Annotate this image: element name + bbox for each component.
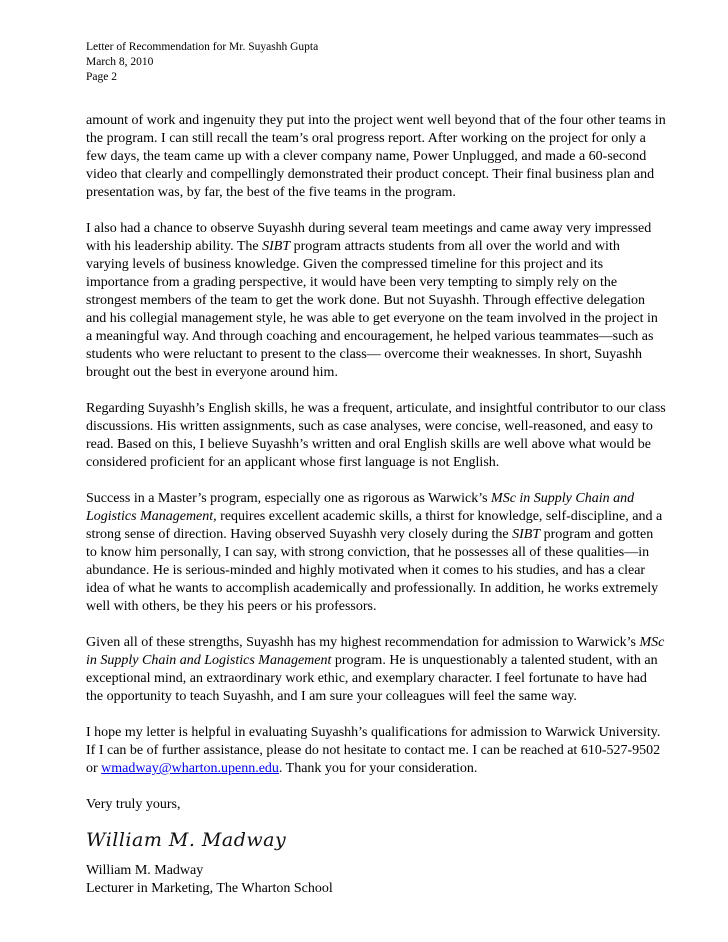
signer-name: William M. Madway <box>86 863 204 878</box>
program-name-msc: MSc in Supply Chain and Logistics Management, <box>86 491 635 524</box>
handwritten-signature: William M. Madway <box>86 829 287 851</box>
paragraph-recommendation: Given all of these strengths, Suyashh has my highest recommendation for admission to Warwick’s MSc in Supply Chain and Logistics Management program. He is unquestionably a talented student, with an exceptional mind, an extraordinary work ethic, and exemplary character. I feel fortunate to have had the opportunity to teach Suyashh, and I am sure your colleagues will feel the same way. <box>86 635 665 704</box>
paragraph-leadership: I also had a chance to observe Suyashh during several team meetings and came away very impressed with his leadership ability. The SIBT program attracts students from all over the world and with varying levels of business knowledge. Given the compressed timeline for this project and its importance from a grading perspective, it would have been very tempting to simply rely on the strongest members of the team to get the work done. But not Suyashh. Through effective delegation and his collegial management style, he was able to get everyone on the team involved in the project in a meaningful way. And through coaching and encouragement, he helped various teammates—such as students who were reluctant to present to the class— overcome their weaknesses. In short, Suyashh brought out the best in everyone around him. <box>86 221 658 380</box>
paragraph-contact: I hope my letter is helpful in evaluating Suyashh’s qualifications for admission to Warwick University. If I can be of further assistance, please do not hesitate to contact me. I can be reached at 610-527-9502 or wmadway@wharton.upenn.edu. Thank you for your consideration. <box>86 725 661 776</box>
header-date: March 8, 2010 <box>86 56 154 68</box>
program-name-sibt: SIBT <box>512 527 541 542</box>
closing-salutation: Very truly yours, <box>86 797 181 812</box>
letter-header <box>86 40 666 85</box>
email-link[interactable]: wmadway@wharton.upenn.edu <box>101 761 279 776</box>
program-name-sibt: SIBT <box>262 239 291 254</box>
paragraph-masters-program: Success in a Master’s program, especially one as rigorous as Warwick’s MSc in Supply Chain and Logistics Management, requires excellent academic skills, a thirst for knowledge, self-discipline, and a strong sense of direction. Having observed Suyashh very closely during the SIBT program and gotten to know him personally, I can say, with strong conviction, that he possesses all of these qualities—in abundance. He is serious-minded and highly motivated when it comes to his studies, and has a clear idea of what he wants to accomplish academically and professionally. In addition, he works extremely well with others, be they his peers or his professors. <box>86 491 663 614</box>
paragraph-english-skills: Regarding Suyashh’s English skills, he was a frequent, articulate, and insightful contributor to our class discussions. His written assignments, such as case analyses, were concise, well-reasoned, and easy to read. Based on this, I believe Suyashh’s written and oral English skills are well above what would be considered proficient for an applicant whose first language is not English. <box>86 401 666 470</box>
header-title: Letter of Recommendation for Mr. Suyashh Gupta <box>86 41 319 53</box>
signer-title: Lecturer in Marketing, The Wharton School <box>86 881 333 896</box>
header-page-number: Page 2 <box>86 71 117 83</box>
signature-block <box>86 862 666 898</box>
paragraph-team-project: amount of work and ingenuity they put into the project went well beyond that of the four other teams in the program. I can still recall the team’s oral progress report. After working on the project for only a few days, the team came up with a clever company name, Power Unplugged, and made a 60-second video that clearly and compellingly demonstrated their product concept. Their final business plan and presentation was, by far, the best of the five teams in the program. <box>86 113 666 200</box>
letter-page <box>86 40 666 898</box>
program-name-msc: MSc in Supply Chain and Logistics Management <box>86 635 665 668</box>
